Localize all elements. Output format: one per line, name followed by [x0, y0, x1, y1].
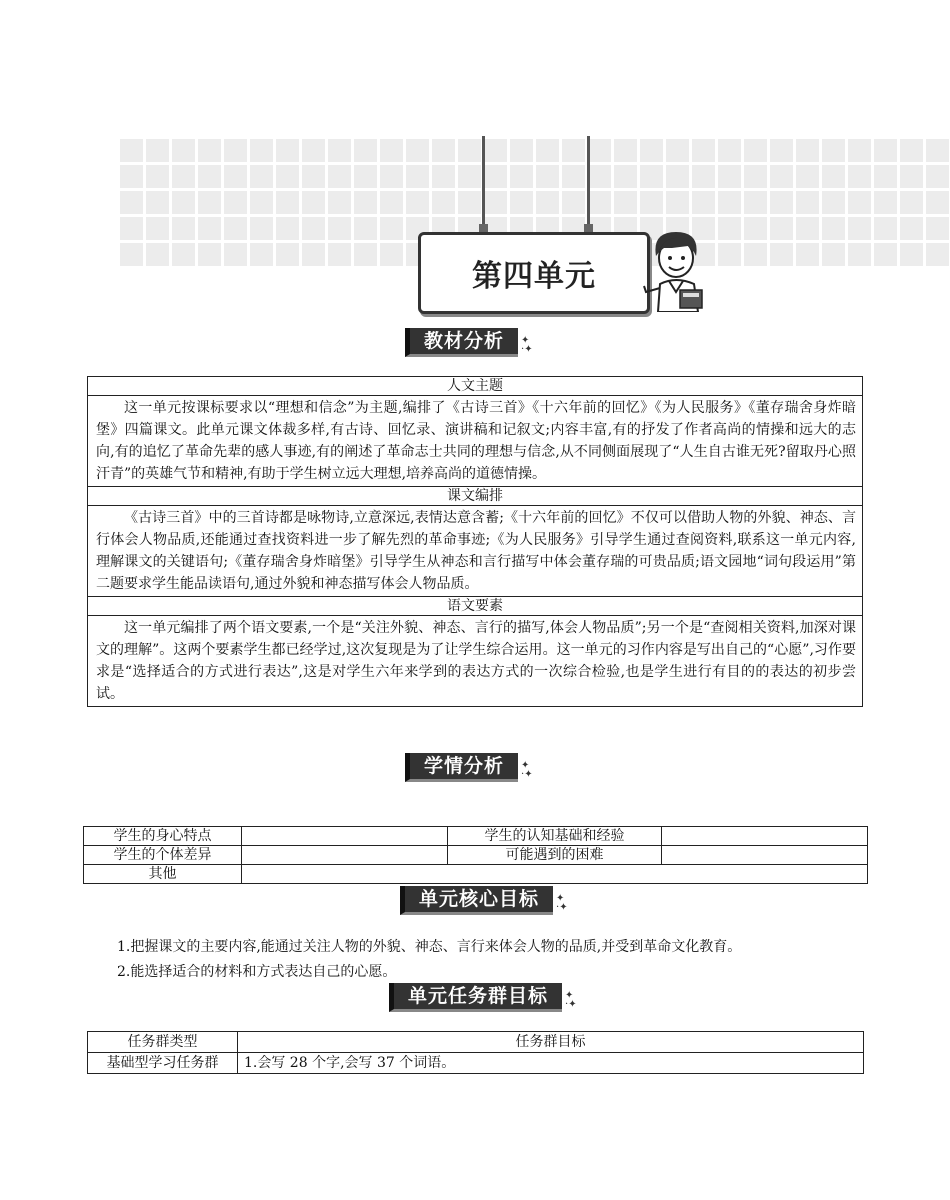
table-row: [88, 487, 863, 506]
label-physical-mental: 学生的身心特点: [84, 827, 242, 846]
core-goals-list: [117, 935, 741, 985]
unit-title: 第四单元: [472, 259, 596, 294]
cognitive-basis-input-cell: [662, 827, 868, 846]
caption-lesson-arrangement: 课文编排: [88, 487, 863, 506]
physical-mental-input-cell: [242, 827, 448, 846]
section-title-core-goals: 单元核心目标: [400, 886, 553, 915]
column-header-task-goal: 任务群目标: [238, 1032, 864, 1053]
caption-language-elements: 语文要素: [88, 597, 863, 616]
table-row: [88, 396, 863, 487]
table-header-row: [88, 1032, 864, 1053]
task-goal-cell: 1.会写 28 个字,会写 37 个词语。: [238, 1053, 864, 1074]
unit-title-sign: [418, 232, 650, 314]
sparkle-icon: ✦ ·✦: [556, 893, 568, 913]
core-goal-item: 2.能选择适合的材料和方式表达自己的心愿。: [117, 964, 397, 980]
core-goal-item: 1.把握课文的主要内容,能通过关注人物的外貌、神态、言行来体会人物的品质,并受到革命文化教育。: [117, 939, 742, 955]
column-header-task-type: 任务群类型: [88, 1032, 238, 1053]
lesson-arrangement-cell: [88, 506, 863, 597]
sign-rope-right: [587, 136, 590, 228]
sparkle-icon: ✦ ·✦: [565, 990, 577, 1010]
table-row: [84, 865, 868, 884]
section-header-student: [405, 753, 533, 782]
humanistic-theme-cell: [88, 396, 863, 487]
section-header-core-goals: [400, 886, 568, 915]
student-analysis-table: [83, 826, 868, 884]
textbook-analysis-table: [87, 376, 863, 707]
possible-difficulties-input-cell: [662, 846, 868, 865]
section-header-textbook: [405, 328, 533, 357]
lesson-arrangement-text: 《古诗三首》中的三首诗都是咏物诗,立意深远,表情达意含蓄;《十六年前的回忆》不仅可以借助人物的外貌、神态、言行体会人物品质,还能通过查找资料进一步了解先烈的革命事迹;《为人民服务》引导学生通过查阅资料,联系这一单元内容,理解课文的关键语句;《董存瑞舍身炸暗堡》引导学生从神态和言行描写中体会董存瑞的可贵品质;语文园地“词句段运用”第二题要求学生能品读语句,通过外貌和神态描写体会人物品质。: [96, 510, 856, 592]
language-elements-text: 这一单元编排了两个语文要素,一个是“关注外貌、神态、言行的描写,体会人物品质”;另一个是“查阅相关资料,加深对课文的理解”。这两个要素学生都已经学过,这次复现是为了让学生综合运用。这一单元的习作内容是写出自己的“心愿”,习作要求是“选择适合的方式进行表达”,这是对学生六年来学到的表达方式的一次综合检验,也是学生进行有目的的表达的初步尝试。: [96, 620, 856, 702]
section-title-student: 学情分析: [405, 753, 518, 782]
sparkle-icon: ✦ ·✦: [521, 760, 533, 780]
other-input-cell: [242, 865, 868, 884]
label-cognitive-basis: 学生的认知基础和经验: [448, 827, 662, 846]
table-row: [84, 827, 868, 846]
label-individual-difference: 学生的个体差异: [84, 846, 242, 865]
table-row: [88, 377, 863, 396]
label-possible-difficulties: 可能遇到的困难: [448, 846, 662, 865]
section-title-textbook: 教材分析: [405, 328, 518, 357]
task-type-cell: 基础型学习任务群: [88, 1053, 238, 1074]
caption-humanistic-theme: 人文主题: [88, 377, 863, 396]
table-row: [88, 1053, 864, 1074]
humanistic-theme-text: 这一单元按课标要求以“理想和信念”为主题,编排了《古诗三首》《十六年前的回忆》《为人民服务》《董存瑞舍身炸暗堡》四篇课文。此单元课文体裁多样,有古诗、回忆录、演讲稿和记叙文;内容丰富,有的抒发了作者高尚的情操和远大的志向,有的追忆了革命先辈的感人事迹,有的阐述了革命志士共同的理想与信念,从不同侧面展现了“人生自古谁无死?留取丹心照汗青”的英雄气节和精神,有助于学生树立远大理想,培养高尚的道德情操。: [96, 400, 856, 482]
section-header-task-goals: [389, 983, 577, 1012]
table-row: [88, 616, 863, 707]
section-title-task-goals: 单元任务群目标: [389, 983, 562, 1012]
language-elements-cell: [88, 616, 863, 707]
teacher-mascot-icon: [642, 226, 712, 312]
table-row: [88, 597, 863, 616]
task-goals-table: [87, 1031, 864, 1074]
table-row: [88, 506, 863, 597]
individual-difference-input-cell: [242, 846, 448, 865]
label-other: 其他: [84, 865, 242, 884]
table-row: [84, 846, 868, 865]
sparkle-icon: ✦ ·✦: [521, 335, 533, 355]
sign-rope-left: [482, 136, 485, 228]
